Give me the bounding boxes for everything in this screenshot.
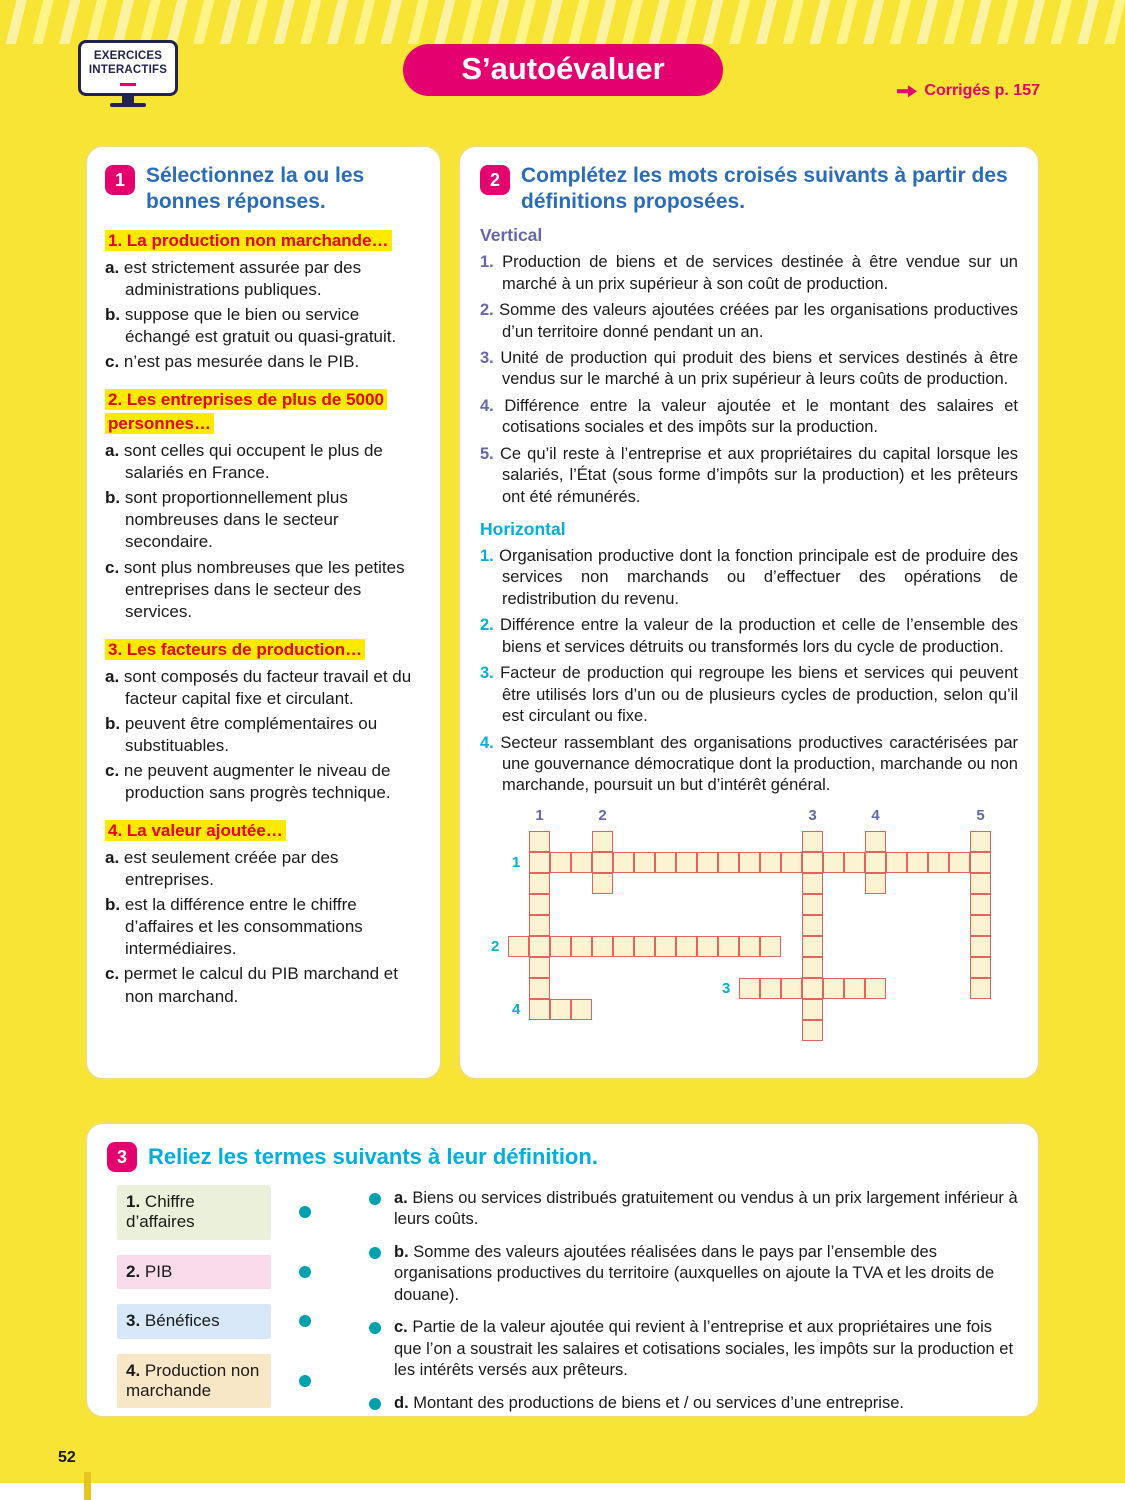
term-chip[interactable] — [117, 1354, 271, 1409]
crossword-cell[interactable] — [592, 936, 613, 957]
clue-text: Différence entre la valeur ajoutée et le montant des salaires et cotisations sociales et des impôts sur la production. — [502, 396, 1018, 437]
crossword-cell[interactable] — [760, 978, 781, 999]
crossword-column-number: 2 — [598, 806, 607, 824]
crossword-cell[interactable] — [802, 873, 823, 894]
crossword-cell[interactable] — [529, 873, 550, 894]
page-bottom-edge — [0, 1483, 1125, 1500]
horizontal-clues — [480, 546, 1018, 797]
crossword-cell[interactable] — [529, 978, 550, 999]
crossword-cell[interactable] — [718, 852, 739, 873]
clue-number: 1. — [480, 547, 494, 566]
question-label — [105, 638, 422, 662]
crossword-row-number: 2 — [491, 937, 500, 955]
crossword-cell[interactable] — [802, 978, 823, 999]
crossword-column-number: 1 — [535, 806, 544, 824]
answer-option[interactable] — [105, 760, 422, 804]
crossword-cell[interactable] — [865, 978, 886, 999]
option-letter: b. — [105, 305, 121, 325]
option-text: sont celles qui occupent le plus de salariés en France. — [123, 441, 383, 483]
corriges-label: Corrigés p. 157 — [924, 82, 1040, 99]
definition-text: Partie de la valeur ajoutée qui revient à l’entreprise et aux propriétaires une fois que l’on a soustrait les salaires et cotisations sociales, les impôts sur la production et les intérêts versés aux prêteurs. — [394, 1318, 1014, 1380]
crossword-cell[interactable] — [970, 957, 991, 978]
exercise-2-title: Complétez les mots croisés suivants à partir des définitions proposées. — [521, 164, 1008, 213]
definition-row — [369, 1393, 1018, 1414]
answer-option[interactable] — [105, 440, 422, 484]
term-row — [117, 1304, 369, 1338]
answer-option[interactable] — [105, 304, 422, 348]
crossword-cell[interactable] — [970, 852, 991, 873]
match-dot[interactable] — [369, 1193, 381, 1205]
crossword-cell[interactable] — [697, 936, 718, 957]
crossword-cell[interactable] — [970, 894, 991, 915]
match-dot[interactable] — [369, 1322, 381, 1334]
crossword-row-number: 4 — [512, 1000, 521, 1018]
crossword-cell[interactable] — [508, 936, 529, 957]
crossword-grid — [480, 805, 1018, 1053]
definition-letter: d. — [394, 1393, 409, 1412]
crossword-cell[interactable] — [823, 978, 844, 999]
definition-text-block — [394, 1242, 1018, 1306]
option-text: sont proportionnellement plus nombreuses dans le secteur secondaire. — [124, 488, 348, 552]
crossword-cell[interactable] — [970, 831, 991, 852]
clue-text: Facteur de production qui regroupe les biens et services qui peuvent être utilisés lors d’un ou de plusieurs cycles de production, selon qu’il est circulant ou fixe. — [500, 664, 1018, 726]
question-block — [105, 388, 422, 622]
definition-letter: c. — [394, 1318, 408, 1337]
exercise-1-title: Sélectionnez la ou les bonnes réponses. — [146, 164, 365, 213]
option-text: est seulement créée par des entreprises. — [123, 847, 339, 890]
badge-line2: INTERACTIFS — [88, 63, 168, 76]
option-text: peuvent être complémentaires ou substituables. — [124, 713, 378, 755]
clue-number: 3. — [480, 664, 494, 683]
answer-option[interactable] — [105, 557, 422, 623]
clue-text: Unité de production qui produit des biens et services destinés à être vendus sur le marché à un prix supérieur à leurs coûts de production. — [500, 348, 1018, 389]
question-label — [105, 819, 422, 843]
crossword-cell[interactable] — [655, 852, 676, 873]
crossword-cell[interactable] — [571, 852, 592, 873]
crossword-clue — [480, 300, 1018, 343]
question-label — [105, 388, 422, 436]
crossword-cell[interactable] — [592, 852, 613, 873]
crossword-cell[interactable] — [865, 831, 886, 852]
ex3-terms — [117, 1185, 369, 1414]
clue-text: Production de biens et de services destinée à être vendue sur un marché à un prix supérieur à son coût de production. — [502, 253, 1018, 293]
crossword-cell[interactable] — [634, 852, 655, 873]
monitor-base-icon — [110, 103, 146, 107]
crossword-cell[interactable] — [529, 915, 550, 936]
question-block — [105, 638, 422, 804]
answer-option[interactable] — [105, 894, 422, 960]
crossword-cell[interactable] — [739, 936, 760, 957]
term-label: Chiffre d’affaires — [126, 1192, 195, 1232]
crossword-cell[interactable] — [676, 852, 697, 873]
term-label: PIB — [144, 1261, 173, 1281]
clue-text: Organisation productive dont la fonction principale est de produire des services non marchands ou d’effectuer des opérations de redistribution du revenu. — [499, 547, 1018, 608]
arrow-right-icon — [897, 85, 917, 98]
crossword-column-number: 3 — [808, 806, 817, 824]
ex1-questions — [105, 229, 422, 1007]
crossword-cell[interactable] — [529, 957, 550, 978]
crossword-cell[interactable] — [907, 852, 928, 873]
crossword-cell[interactable] — [865, 873, 886, 894]
term-row — [117, 1255, 369, 1289]
crossword-cell[interactable] — [886, 852, 907, 873]
crossword-clue — [480, 444, 1018, 508]
term-number: 2. — [126, 1261, 141, 1281]
crossword-cell[interactable] — [823, 852, 844, 873]
answer-option[interactable] — [105, 713, 422, 757]
crossword-clue — [480, 252, 1018, 295]
top-stripes-decoration — [0, 0, 1125, 44]
badge-dash-decoration — [120, 83, 136, 86]
crossword-cell[interactable] — [928, 852, 949, 873]
crossword-cell[interactable] — [529, 999, 550, 1020]
clue-text: Ce qu’il reste à l’entreprise et aux propriétaires du capital lorsque les salariés, l’État (sous forme d’impôts sur la production) et les prêteurs ont été rémunérés. — [499, 444, 1019, 506]
crossword-clue — [480, 663, 1018, 727]
crossword-cell[interactable] — [802, 894, 823, 915]
page-title: S’autoévaluer — [403, 44, 723, 96]
clue-number: 4. — [480, 733, 494, 752]
binding-mark-decoration — [84, 1472, 91, 1500]
crossword-row-number: 1 — [512, 853, 521, 871]
crossword-cell[interactable] — [865, 852, 886, 873]
clue-number: 4. — [480, 396, 494, 415]
horizontal-heading: Horizontal — [480, 519, 566, 540]
definition-text-block — [394, 1188, 1018, 1231]
option-letter: c. — [105, 761, 120, 780]
option-letter: b. — [105, 488, 121, 508]
crossword-cell[interactable] — [613, 852, 634, 873]
definition-letter: a. — [394, 1189, 408, 1207]
option-letter: c. — [105, 557, 120, 577]
term-number: 3. — [126, 1311, 141, 1331]
exercise-number-badge: 2 — [480, 165, 510, 195]
crossword-cell[interactable] — [634, 936, 655, 957]
question-label-highlight: 3. Les facteurs de production… — [105, 639, 365, 660]
term-label: Production non marchande — [126, 1360, 260, 1400]
match-dot[interactable] — [299, 1206, 311, 1218]
definition-row — [369, 1188, 1018, 1231]
vertical-heading: Vertical — [480, 225, 543, 246]
definition-text: Biens ou services distribués gratuitement ou vendus à un prix largement inférieur à leurs coûts. — [394, 1189, 1018, 1229]
exercices-interactifs-badge — [78, 40, 178, 107]
term-chip[interactable] — [117, 1185, 271, 1240]
monitor-stand-icon — [122, 96, 134, 103]
exercise-1-panel — [85, 145, 442, 1080]
crossword-cell[interactable] — [970, 936, 991, 957]
option-text: est strictement assurée par des administrations publiques. — [123, 258, 362, 300]
answer-option[interactable] — [105, 257, 422, 301]
crossword-cell[interactable] — [970, 915, 991, 936]
term-number: 1. — [126, 1192, 141, 1211]
ex3-definitions — [369, 1185, 1018, 1414]
option-letter: a. — [105, 847, 120, 867]
badge-line1: EXERCICES — [93, 50, 163, 62]
question-label-highlight: 4. La valeur ajoutée… — [105, 820, 286, 841]
crossword-cell[interactable] — [529, 831, 550, 852]
exercise-3-panel — [85, 1122, 1040, 1418]
crossword-cell[interactable] — [550, 852, 571, 873]
match-dot[interactable] — [369, 1398, 381, 1410]
option-letter: b. — [105, 895, 121, 915]
option-letter: b. — [105, 713, 121, 733]
term-number: 4. — [126, 1360, 141, 1380]
option-text: ne peuvent augmenter le niveau de production sans progrès technique. — [123, 761, 391, 803]
crossword-cell[interactable] — [571, 999, 592, 1020]
question-label — [105, 229, 422, 253]
crossword-cell[interactable] — [802, 936, 823, 957]
crossword-cell[interactable] — [550, 999, 571, 1020]
option-letter: a. — [105, 666, 120, 686]
answer-option[interactable] — [105, 487, 422, 553]
question-label-highlight: 2. Les entreprises de plus de 5000 personnes… — [105, 389, 387, 434]
crossword-cell[interactable] — [802, 1020, 823, 1041]
question-block — [105, 229, 422, 373]
crossword-cell[interactable] — [592, 873, 613, 894]
clue-text: Secteur rassemblant des organisations productives caractérisées par une gouvernance démocratique dont la production, marchande ou non marchande, poursuit un but d’intérêt général. — [500, 733, 1018, 795]
match-dot[interactable] — [369, 1247, 381, 1259]
crossword-clue — [480, 396, 1018, 439]
question-block — [105, 819, 422, 1007]
crossword-cell[interactable] — [802, 915, 823, 936]
term-chip[interactable] — [117, 1255, 271, 1289]
exercise-number-badge: 3 — [107, 1142, 137, 1172]
crossword-cell[interactable] — [739, 978, 760, 999]
definition-text: Montant des productions de biens et / ou services d’une entreprise. — [413, 1393, 904, 1412]
term-chip[interactable] — [117, 1304, 271, 1338]
crossword-cell[interactable] — [529, 852, 550, 873]
crossword-row-number: 3 — [722, 979, 731, 997]
crossword-cell[interactable] — [781, 978, 802, 999]
crossword-cell[interactable] — [718, 936, 739, 957]
term-label: Bénéfices — [144, 1311, 220, 1331]
crossword-cell[interactable] — [529, 936, 550, 957]
clue-number: 1. — [480, 253, 494, 272]
option-letter: c. — [105, 352, 120, 372]
crossword-cell[interactable] — [739, 852, 760, 873]
vertical-clues — [480, 252, 1018, 508]
page-number: 52 — [58, 1449, 76, 1466]
clue-text: Somme des valeurs ajoutées créées par les organisations productives d’un territoire donné pendant un an. — [499, 301, 1018, 341]
definition-row — [369, 1317, 1018, 1381]
crossword-cell[interactable] — [613, 936, 634, 957]
answer-option[interactable] — [105, 666, 422, 710]
crossword-cell[interactable] — [970, 873, 991, 894]
crossword-cell[interactable] — [802, 957, 823, 978]
crossword-cell[interactable] — [802, 852, 823, 873]
monitor-icon — [78, 40, 178, 96]
match-dot[interactable] — [299, 1315, 311, 1327]
clue-number: 3. — [480, 348, 494, 367]
match-dot[interactable] — [299, 1266, 311, 1278]
term-row — [117, 1354, 369, 1409]
crossword-clue — [480, 348, 1018, 391]
clue-number: 5. — [480, 444, 494, 463]
exercise-3-title: Reliez les termes suivants à leur définition. — [148, 1144, 598, 1169]
option-text: permet le calcul du PIB marchand et non marchand. — [123, 964, 398, 1006]
answer-option[interactable] — [105, 351, 422, 373]
definition-letter: b. — [394, 1242, 409, 1261]
question-label-highlight: 1. La production non marchande… — [105, 230, 392, 251]
crossword-cell[interactable] — [760, 936, 781, 957]
option-letter: c. — [105, 964, 120, 984]
crossword-cell[interactable] — [529, 894, 550, 915]
crossword-cell[interactable] — [592, 831, 613, 852]
clue-text: Différence entre la valeur de la production et celle de l’ensemble des biens et services détruits ou transformés lors du cycle de production. — [499, 616, 1018, 656]
crossword-cell[interactable] — [802, 831, 823, 852]
option-text: sont plus nombreuses que les petites entreprises dans le secteur des services. — [123, 557, 405, 621]
term-row — [117, 1185, 369, 1240]
definition-text-block — [394, 1317, 1018, 1381]
option-letter: a. — [105, 441, 120, 461]
crossword-cell[interactable] — [676, 936, 697, 957]
definition-row — [369, 1242, 1018, 1306]
crossword-cell[interactable] — [781, 852, 802, 873]
option-text: n’est pas mesurée dans le PIB. — [123, 352, 360, 372]
clue-number: 2. — [480, 301, 494, 320]
crossword-cell[interactable] — [949, 852, 970, 873]
crossword-column-number: 4 — [871, 806, 880, 824]
crossword-cell[interactable] — [844, 978, 865, 999]
crossword-column-number: 5 — [976, 806, 985, 824]
definition-text: Somme des valeurs ajoutées réalisées dans le pays par l’ensemble des organisations productives du territoire (auxquelles on ajoute la TVA et les droits de douane). — [394, 1242, 995, 1304]
clue-number: 2. — [480, 616, 494, 635]
crossword-cell[interactable] — [571, 936, 592, 957]
crossword-clue — [480, 615, 1018, 658]
crossword-cell[interactable] — [550, 936, 571, 957]
crossword-cell[interactable] — [844, 852, 865, 873]
crossword-clue — [480, 733, 1018, 797]
option-letter: a. — [105, 258, 120, 278]
crossword-cell[interactable] — [655, 936, 676, 957]
definition-text-block — [394, 1393, 904, 1414]
option-text: sont composés du facteur travail et du facteur capital fixe et circulant. — [123, 666, 412, 708]
answer-option[interactable] — [105, 963, 422, 1007]
answer-option[interactable] — [105, 847, 422, 891]
corriges-link[interactable] — [897, 82, 1040, 100]
crossword-cell[interactable] — [970, 978, 991, 999]
match-dot[interactable] — [299, 1375, 311, 1387]
exercise-2-panel — [458, 145, 1040, 1080]
option-text: est la différence entre le chiffre d’affaires et les consommations intermédiaires. — [124, 895, 363, 959]
option-text: suppose que le bien ou service échangé est gratuit ou quasi-gratuit. — [124, 305, 397, 347]
crossword-cell[interactable] — [697, 852, 718, 873]
exercise-number-badge: 1 — [105, 165, 135, 195]
crossword-clue — [480, 546, 1018, 610]
crossword-cell[interactable] — [760, 852, 781, 873]
crossword-cell[interactable] — [802, 999, 823, 1020]
